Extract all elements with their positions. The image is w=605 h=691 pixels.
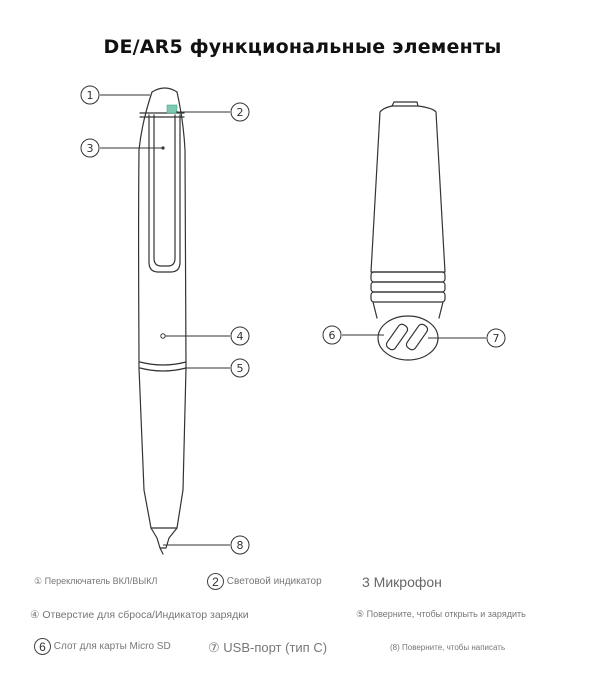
- legend-item-1-text: Переключатель ВКЛ/ВЫКЛ: [44, 576, 158, 586]
- legend-item-8: [390, 643, 505, 652]
- legend-item-3-text: 3 Микрофон: [362, 574, 442, 590]
- legend-item-5-text: Поверните, чтобы открыть и зарядить: [366, 609, 526, 619]
- callout-2-label: 2: [236, 106, 244, 119]
- legend-item-6: [34, 638, 171, 655]
- legend-item-2-text: Световой индикатор: [226, 576, 322, 588]
- legend-item-2: [207, 573, 322, 590]
- callout-4-label: 4: [236, 330, 244, 343]
- legend-item-6-text: Слот для карты Micro SD: [53, 641, 171, 653]
- twist-ring: [140, 362, 186, 371]
- callout-5-label: 5: [236, 362, 244, 375]
- legend-item-2-number: 2: [207, 573, 224, 590]
- legend-item-1-number: ①: [34, 576, 43, 586]
- callout-3-label: 3: [86, 142, 94, 155]
- legend-item-4: [30, 609, 249, 621]
- reset-hole: [161, 334, 165, 338]
- callout-7-label: 7: [492, 332, 500, 345]
- led-indicator: [167, 105, 177, 113]
- legend-item-8-text: (8) Поверните, чтобы написать: [390, 643, 506, 652]
- legend-item-7-text: USB-порт (тип C): [223, 640, 328, 655]
- legend-item-5: [356, 609, 526, 620]
- callout-6-label: 6: [328, 329, 336, 342]
- legend-item-6-number: 6: [34, 638, 51, 655]
- legend-item-7: [208, 640, 327, 656]
- cap-body: [371, 102, 445, 360]
- page-title: DE/AR5 функциональные элементы: [103, 36, 502, 58]
- legend-item-1: [34, 576, 157, 587]
- legend-item-4-text: Отверстие для сброса/Индикатор зарядки: [42, 609, 249, 621]
- legend-item-4-number: ④: [30, 609, 40, 621]
- legend-item-3: [362, 574, 442, 590]
- callout-1-label: 1: [86, 89, 94, 102]
- legend-item-7-number: ⑦: [208, 640, 220, 655]
- pen-body: [139, 88, 186, 528]
- legend-item-5-number: ⑤: [356, 609, 365, 619]
- callout-8-label: 8: [236, 539, 244, 552]
- pen-clip: [149, 115, 180, 272]
